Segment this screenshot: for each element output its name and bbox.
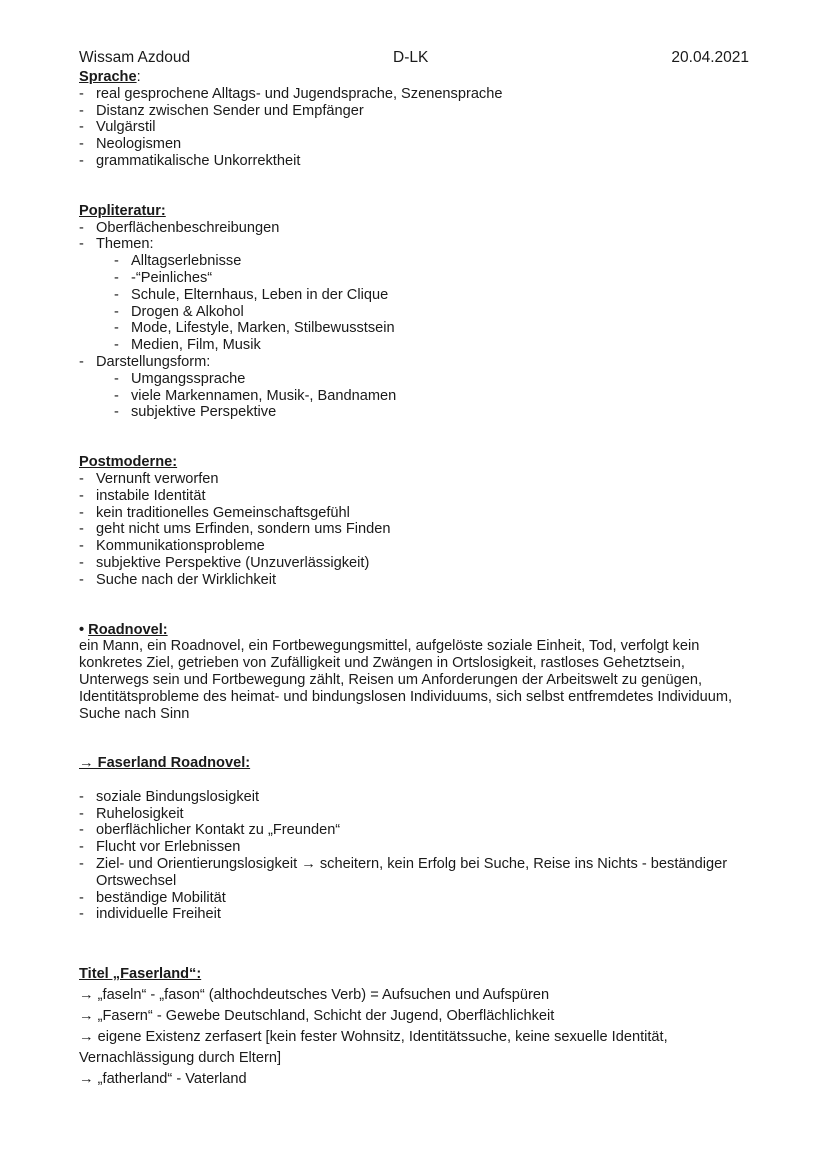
section-heading: → Faserland Roadnovel: [79,755,251,772]
list-item: - beständige Mobilität [79,890,749,907]
section-heading: Sprache: [79,69,141,85]
document-page [79,50,749,1090]
list-item: - Neologismen [79,136,749,153]
list-item: - Ziel- und Orientierungslosigkeit → scheitern, kein Erfolg bei Suche, Reise ins Nichts - beständiger Ortswechsel [79,856,749,890]
titel-line: → „fatherland“ - Vaterland [79,1071,247,1088]
section-faserland-roadnovel [79,755,749,923]
titel-line: → „Fasern“ - Gewebe Deutschland, Schicht der Jugend, Oberflächlichkeit [79,1008,555,1025]
list-item: - Umgangssprache [114,371,749,388]
section-titel-faserland [79,964,749,1090]
list-item: - Flucht vor Erlebnissen [79,839,749,856]
titel-line: → „faseln“ - „fason“ (althochdeutsches Verb) = Aufsuchen und Aufspüren [79,987,550,1004]
list-item: - instabile Identität [79,488,749,505]
section-heading: Postmoderne: [79,454,178,471]
list-item: - grammatikalische Unkorrektheit [79,153,749,170]
list-item: - Alltagserlebnisse [114,253,749,270]
list-item: - Ruhelosigkeit [79,806,749,823]
list-item: - Themen: [79,236,749,253]
list-item: - geht nicht ums Erfinden, sondern ums Finden [79,521,749,538]
list-item: - Kommunikationsprobleme [79,538,749,555]
section-sprache [79,69,749,170]
list-item: - kein traditionelles Gemeinschaftsgefühl [79,505,749,522]
section-postmoderne [79,454,749,588]
author-name: Wissam Azdoud [79,49,191,66]
list-item: - Darstellungsform: [79,354,749,371]
list-item: - Suche nach der Wirklichkeit [79,572,749,589]
list-item: - viele Markennamen, Musik-, Bandnamen [114,388,749,405]
bullet-list [79,220,749,254]
list-item: - Oberflächenbeschreibungen [79,220,749,237]
list-item: - soziale Bindungslosigkeit [79,789,749,806]
section-heading: • Roadnovel: [79,621,168,638]
list-item: - Vernunft verworfen [79,471,749,488]
bullet-list [79,354,749,371]
section-popliteratur [79,203,749,421]
list-item: - subjektive Perspektive [114,404,749,421]
bullet-list [79,86,749,170]
list-item: - real gesprochene Alltags- und Jugendsprache, Szenensprache [79,86,749,103]
list-item: - individuelle Freiheit [79,906,749,923]
section-roadnovel [79,622,749,723]
list-item: - Drogen & Alkohol [114,304,749,321]
list-item: - Schule, Elternhaus, Leben in der Clique [114,287,749,304]
list-item: - Medien, Film, Musik [114,337,749,354]
page-header [79,50,749,69]
list-item: - -“Peinliches“ [114,270,749,287]
sub-list-darstellung [79,371,749,421]
sub-list-themen [79,253,749,354]
bullet-list [79,789,749,923]
date-label: 20.04.2021 [671,49,749,66]
list-item: - Mode, Lifestyle, Marken, Stilbewusstsein [114,320,749,337]
section-heading: Popliteratur: [79,202,166,219]
course-label: D-LK [393,49,429,66]
titel-line: → eigene Existenz zerfasert [kein fester Wohnsitz, Identitätssuche, keine sexuelle Identität, Vernachlässigung durch Eltern] [79,1029,668,1067]
list-item: - oberflächlicher Kontakt zu „Freunden“ [79,822,749,839]
bullet-list [79,471,749,589]
section-heading: Titel „Faserland“: [79,966,202,983]
list-item: - Vulgärstil [79,119,749,136]
roadnovel-text: ein Mann, ein Roadnovel, ein Fortbewegungsmittel, aufgelöste soziale Einheit, Tod, verfolgt kein konkretes Ziel, getrieben von Zufälligkeit und Zwängen in Ortslosigkeit, rastloses Gehetztsein, Unterwegs sein und Fortbewegung zählt, Reisen um Anforderungen der Arbeitswelt zu genügen, Identitätsprobleme des heimat- und bindungslosen Individuums, sich selbst entfremdetes Individuum, Suche nach Sinn [79,638,733,722]
list-item: - subjektive Perspektive (Unzuverlässigkeit) [79,555,749,572]
list-item: - Distanz zwischen Sender und Empfänger [79,103,749,120]
